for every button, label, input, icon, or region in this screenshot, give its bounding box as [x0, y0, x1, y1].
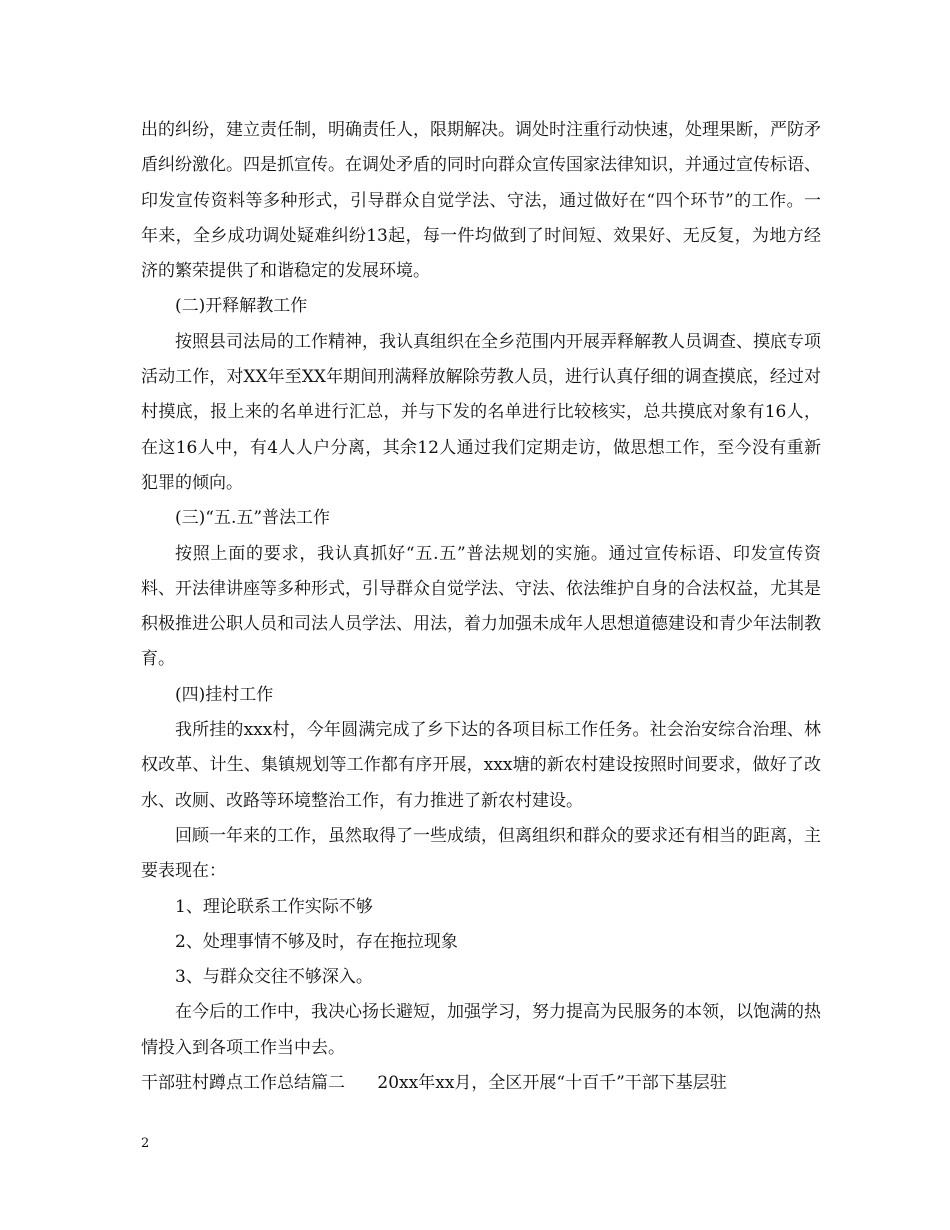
- heading-release-reeducation: (二)开释解教工作: [175, 296, 308, 317]
- document-body: [141, 113, 821, 1101]
- paragraph-release-reeducation: 按照县司法局的工作精神，我认真组织在全乡范围内开展弄释解教人员调查、摸底专项活动工作，对XX年至XX年期间刑满释放解除劳教人员，进行认真仔细的调查摸底，经过对村摸底，报上来的名单进行汇总，并与下发的名单进行比较核实，总共摸底对象有16人，在这16人中，有4人人户分离，其余12人通过我们定期走访，做思想工作，至今没有重新犯罪的倾向。: [141, 331, 821, 493]
- paragraph-village-assignment: 我所挂的xxx村，今年圆满完成了乡下达的各项目标工作任务。社会治安综合治理、林权改革、计生、集镇规划等工作都有序开展，xxx塘的新农村建设按照时间要求，做好了改水、改厕、改路等环境整治工作，有力推进了新农村建设。: [141, 720, 821, 811]
- paragraph-legal-education: 按照上面的要求，我认真抓好“五.五”普法规划的实施。通过宣传标语、印发宣传资料、开法律讲座等多种形式，引导群众自觉学法、守法、依法维护自身的合法权益，尤其是积极推进公职人员和司法人员学法、用法，着力加强未成年人思想道德建设和青少年法制教育。: [141, 543, 821, 670]
- page-number: 2: [141, 1136, 150, 1151]
- heading-legal-education: (三)“五.五”普法工作: [175, 508, 331, 529]
- list-item-shortcoming-1: 1、理论联系工作实际不够: [175, 896, 373, 917]
- section-two-opening-line: 干部驻村蹲点工作总结篇二 20xx年xx月，全区开展“十百千”干部下基层驻: [141, 1073, 727, 1094]
- paragraph-future-work: 在今后的工作中，我决心扬长避短，加强学习，努力提高为民服务的本领，以饱满的热情投入到各项工作当中去。: [141, 1002, 821, 1058]
- list-item-shortcoming-2: 2、处理事情不够及时，存在拖拉现象: [175, 931, 458, 952]
- list-item-shortcoming-3: 3、与群众交往不够深入。: [175, 967, 373, 988]
- heading-village-assignment: (四)挂村工作: [175, 684, 274, 705]
- paragraph-dispute-mediation: 出的纠纷，建立责任制，明确责任人，限期解决。调处时注重行动快速，处理果断，严防矛盾纠纷激化。四是抓宣传。在调处矛盾的同时向群众宣传国家法律知识，并通过宣传标语、印发宣传资料等多种形式，引导群众自觉学法、守法，通过做好在“四个环节”的工作。一年来，全乡成功调处疑难纠纷13起，每一件均做到了时间短、效果好、无反复，为地方经济的繁荣提供了和谐稳定的发展环境。: [141, 120, 821, 282]
- paragraph-review: 回顾一年来的工作，虽然取得了一些成绩，但离组织和群众的要求还有相当的距离，主要表现在：: [141, 825, 821, 882]
